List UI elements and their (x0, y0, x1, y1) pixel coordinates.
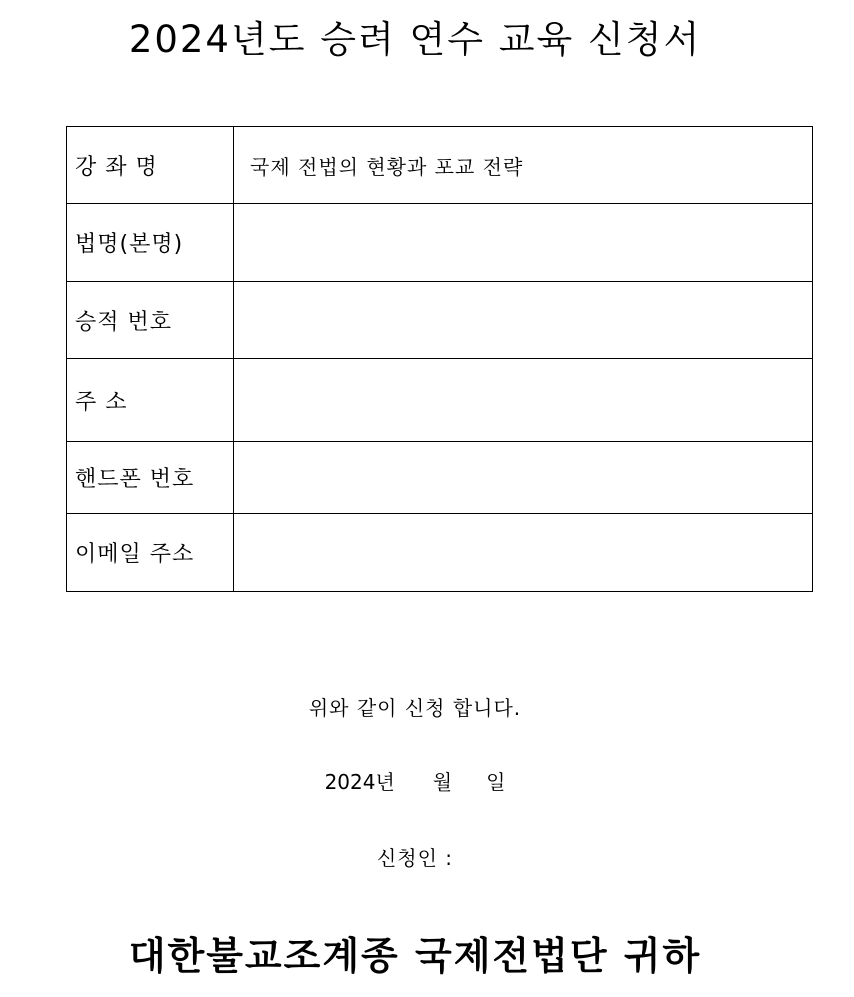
application-form-table (66, 126, 813, 592)
label-dharma-name: 법명(본명) (67, 204, 234, 282)
form-row-course-name (67, 127, 813, 204)
field-phone[interactable] (234, 442, 813, 514)
label-phone: 핸드폰 번호 (67, 442, 234, 514)
recipient-line: 대한불교조계종 국제전법단 귀하 (128, 934, 702, 978)
field-dharma-name[interactable] (234, 204, 813, 282)
form-row-address (67, 359, 813, 442)
application-statement: 위와 같이 신청 합니다. (308, 696, 522, 720)
form-row-email (67, 514, 813, 592)
field-ordination-number[interactable] (234, 282, 813, 359)
value-course-name: 국제 전법의 현황과 포교 전략 (234, 127, 813, 204)
label-ordination-number: 승적 번호 (67, 282, 234, 359)
date-year: 2024년 (324, 770, 395, 794)
date-month: 월 (432, 770, 453, 794)
application-date (0, 766, 830, 795)
form-title: 2024년도 승려 연수 교육 신청서 (128, 18, 702, 61)
field-email[interactable] (234, 514, 813, 592)
date-day: 일 (486, 770, 506, 794)
form-row-ordination-number (67, 282, 813, 359)
form-row-dharma-name (67, 204, 813, 282)
label-address: 주 소 (67, 359, 234, 442)
label-course-name: 강 좌 명 (67, 127, 234, 204)
applicant-label: 신청인 : (376, 846, 454, 870)
field-address[interactable] (234, 359, 813, 442)
form-row-phone (67, 442, 813, 514)
label-email: 이메일 주소 (67, 514, 234, 592)
